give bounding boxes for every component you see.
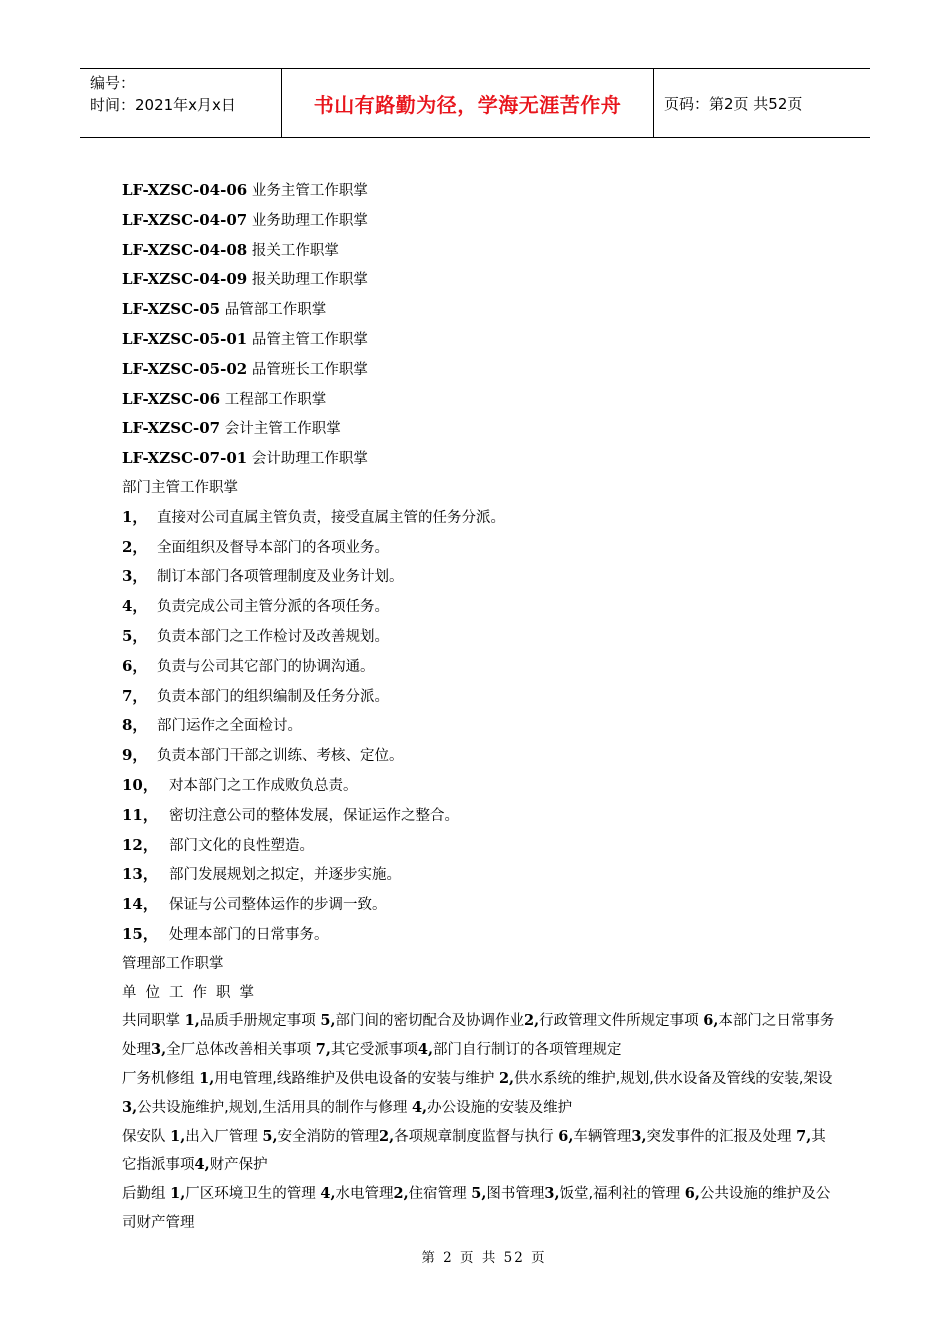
part-number: 2,	[393, 1185, 409, 1203]
list-item	[122, 711, 837, 741]
part-number: 3,	[544, 1185, 560, 1203]
header-motto-cell	[282, 69, 654, 137]
unit-heading: 单位工作职掌	[122, 984, 263, 1001]
doc-title: 报关工作职掌	[251, 242, 339, 259]
code-item	[122, 236, 837, 266]
item-number: 1，	[122, 507, 148, 526]
list-item	[122, 831, 837, 861]
doc-title: 会计主管工作职掌	[224, 421, 341, 438]
part-text: 部门自行制订的各项管理规定	[433, 1042, 622, 1059]
part-text: 行政管理文件所规定事项	[539, 1013, 699, 1030]
page-footer: 第 2 页 共 52 页	[421, 1250, 547, 1266]
item-number: 5，	[122, 626, 148, 645]
part-text: 供水系统的维护,规划,供水设备及管线的安装,架设	[514, 1070, 833, 1087]
code-item	[122, 176, 837, 206]
part-text: 本部门之日常事务处理	[122, 1013, 835, 1059]
part-text: 其它受派事项	[330, 1042, 418, 1059]
part-text: 安全消防的管理	[277, 1128, 379, 1145]
code-item	[122, 295, 837, 325]
part-text: 财产保护	[209, 1157, 268, 1174]
part-number: 4,	[417, 1041, 434, 1059]
item-text: 负责本部门之工作检讨及改善规划。	[157, 628, 389, 645]
part-number: 5,	[320, 1012, 336, 1030]
list-item	[122, 622, 837, 652]
item-number: 7，	[122, 686, 148, 705]
part-number: 7,	[315, 1041, 331, 1059]
page-header	[80, 68, 870, 138]
part-text: 公共设施维护,规划,生活用具的制作与修理	[137, 1099, 408, 1116]
item-text: 全面组织及督导本部门的各项业务。	[157, 539, 389, 556]
part-text: 水电管理	[335, 1186, 394, 1203]
list-item	[122, 592, 837, 622]
doc-code: LF-XZSC-04-06	[122, 181, 248, 199]
part-number: 6,	[684, 1185, 700, 1203]
item-text: 制订本部门各项管理制度及业务计划。	[157, 569, 404, 586]
list-item	[122, 920, 837, 950]
list-item	[122, 533, 837, 563]
code-item	[122, 265, 837, 295]
part-number: 4,	[320, 1185, 336, 1203]
list-item	[122, 503, 837, 533]
list-item	[122, 771, 837, 801]
part-number: 4,	[411, 1098, 428, 1116]
item-number: 8，	[122, 716, 148, 735]
list-item	[122, 682, 837, 712]
code-list	[122, 176, 837, 474]
list-item	[122, 652, 837, 682]
item-number: 14，	[122, 895, 158, 914]
item-text: 负责本部门干部之训练、考核、定位。	[157, 748, 404, 765]
part-number: 5,	[471, 1185, 487, 1203]
doc-title: 品管班长工作职掌	[251, 361, 368, 378]
unit-paragraph	[122, 1065, 837, 1123]
part-text: 厂区环境卫生的管理	[185, 1186, 316, 1203]
part-text: 图书管理	[486, 1186, 545, 1203]
list-item	[122, 890, 837, 920]
unit-paragraph	[122, 1180, 837, 1238]
doc-code: LF-XZSC-05	[122, 300, 221, 319]
doc-title: 会计助理工作职掌	[251, 451, 368, 468]
part-number: 6,	[703, 1012, 719, 1030]
item-number: 6，	[122, 656, 148, 675]
item-number: 12，	[122, 835, 158, 854]
number-label: 编号：	[90, 74, 136, 92]
item-text: 处理本部门的日常事务。	[169, 926, 329, 943]
list-item	[122, 801, 837, 831]
duty-list	[122, 503, 837, 950]
doc-title: 品管部工作职掌	[224, 302, 327, 319]
doc-code: LF-XZSC-06	[122, 389, 221, 408]
part-number: 3,	[151, 1041, 167, 1059]
unit-name: 后勤组	[122, 1186, 166, 1203]
list-item	[122, 741, 837, 771]
doc-title: 业务助理工作职掌	[251, 212, 368, 229]
part-text: 住宿管理	[408, 1186, 467, 1203]
part-number: 2,	[524, 1012, 540, 1030]
part-text: 突发事件的汇报及处理	[646, 1128, 792, 1145]
item-number: 15，	[122, 924, 158, 943]
part-number: 5,	[262, 1127, 278, 1145]
item-number: 9，	[122, 746, 148, 765]
item-text: 对本部门之工作成败负总责。	[169, 777, 358, 794]
item-number: 13，	[122, 865, 158, 884]
part-number: 2,	[379, 1127, 395, 1145]
part-number: 1,	[170, 1185, 186, 1203]
part-number: 3,	[122, 1098, 138, 1116]
time-label: 时间：2021年x月x日	[90, 96, 236, 114]
part-text: 品质手册规定事项	[199, 1013, 316, 1030]
section-title: 部门主管工作职掌	[122, 479, 238, 496]
header-info-cell	[80, 69, 282, 137]
part-text: 出入厂管理	[185, 1128, 258, 1145]
doc-code: LF-XZSC-04-09	[122, 270, 248, 289]
part-text: 办公设施的安装及维护	[427, 1099, 573, 1116]
part-number: 7,	[796, 1127, 812, 1145]
item-number: 4，	[122, 597, 148, 616]
part-text: 用电管理,线路维护及供电设备的安装与维护	[214, 1070, 495, 1087]
item-text: 部门发展规划之拟定，并逐步实施。	[169, 867, 401, 884]
part-text: 其它指派事项	[122, 1128, 826, 1174]
unit-name: 共同职掌	[122, 1013, 180, 1030]
code-item	[122, 414, 837, 444]
code-item	[122, 355, 837, 385]
document-body	[122, 176, 837, 1238]
part-number: 1,	[170, 1127, 186, 1145]
part-number: 6,	[558, 1127, 574, 1145]
page-label: 页码：第2页 共52页	[664, 94, 803, 113]
doc-title: 工程部工作职掌	[224, 391, 327, 408]
part-number: 4,	[194, 1156, 210, 1174]
part-text: 饭堂,福利社的管理	[559, 1186, 681, 1203]
item-text: 负责与公司其它部门的协调沟通。	[157, 658, 375, 675]
item-text: 负责完成公司主管分派的各项任务。	[157, 599, 389, 616]
item-text: 负责本部门的组织编制及任务分派。	[157, 688, 389, 705]
code-item	[122, 206, 837, 236]
item-number: 10，	[122, 775, 158, 794]
doc-code: LF-XZSC-04-07	[122, 210, 248, 229]
item-number: 3，	[122, 567, 148, 586]
unit-paragraph	[122, 1123, 837, 1181]
list-item	[122, 860, 837, 890]
item-text: 密切注意公司的整体发展，保证运作之整合。	[169, 807, 459, 824]
doc-code: LF-XZSC-07	[122, 419, 221, 438]
motto-text: 书山有路勤为径，学海无涯苦作舟	[313, 92, 622, 117]
code-item	[122, 444, 837, 474]
unit-name: 厂务机修组	[122, 1070, 195, 1087]
doc-code: LF-XZSC-05-01	[122, 329, 248, 348]
part-text: 部门间的密切配合及协调作业	[335, 1013, 524, 1030]
part-number: 3,	[631, 1127, 647, 1145]
part-text: 公共设施的维护及公司财产管理	[122, 1186, 831, 1231]
unit-name: 保安队	[122, 1128, 166, 1145]
item-text: 部门运作之全面检讨。	[157, 718, 302, 735]
doc-code: LF-XZSC-04-08	[122, 240, 248, 259]
item-number: 2，	[122, 537, 148, 556]
unit-paragraph	[122, 1007, 837, 1065]
doc-code: LF-XZSC-05-02	[122, 359, 248, 378]
part-number: 2,	[498, 1069, 515, 1087]
doc-code: LF-XZSC-07-01	[122, 449, 248, 468]
doc-title: 品管主管工作职掌	[251, 331, 368, 348]
part-text: 全厂总体改善相关事项	[166, 1042, 312, 1059]
part-text: 车辆管理	[573, 1128, 632, 1145]
part-number: 1,	[199, 1069, 215, 1087]
part-number: 1,	[184, 1012, 200, 1030]
doc-title: 报关助理工作职掌	[251, 272, 368, 289]
item-text: 保证与公司整体运作的步调一致。	[169, 897, 387, 914]
item-number: 11，	[122, 805, 158, 824]
part-text: 各项规章制度监督与执行	[394, 1128, 554, 1145]
section-title: 管理部工作职掌	[122, 955, 224, 972]
code-item	[122, 385, 837, 415]
item-text: 部门文化的良性塑造。	[169, 837, 314, 854]
list-item	[122, 562, 837, 592]
item-text: 直接对公司直属主管负责，接受直属主管的任务分派。	[157, 509, 505, 526]
doc-title: 业务主管工作职掌	[251, 183, 368, 199]
code-item	[122, 325, 837, 355]
header-page-cell	[654, 69, 870, 137]
